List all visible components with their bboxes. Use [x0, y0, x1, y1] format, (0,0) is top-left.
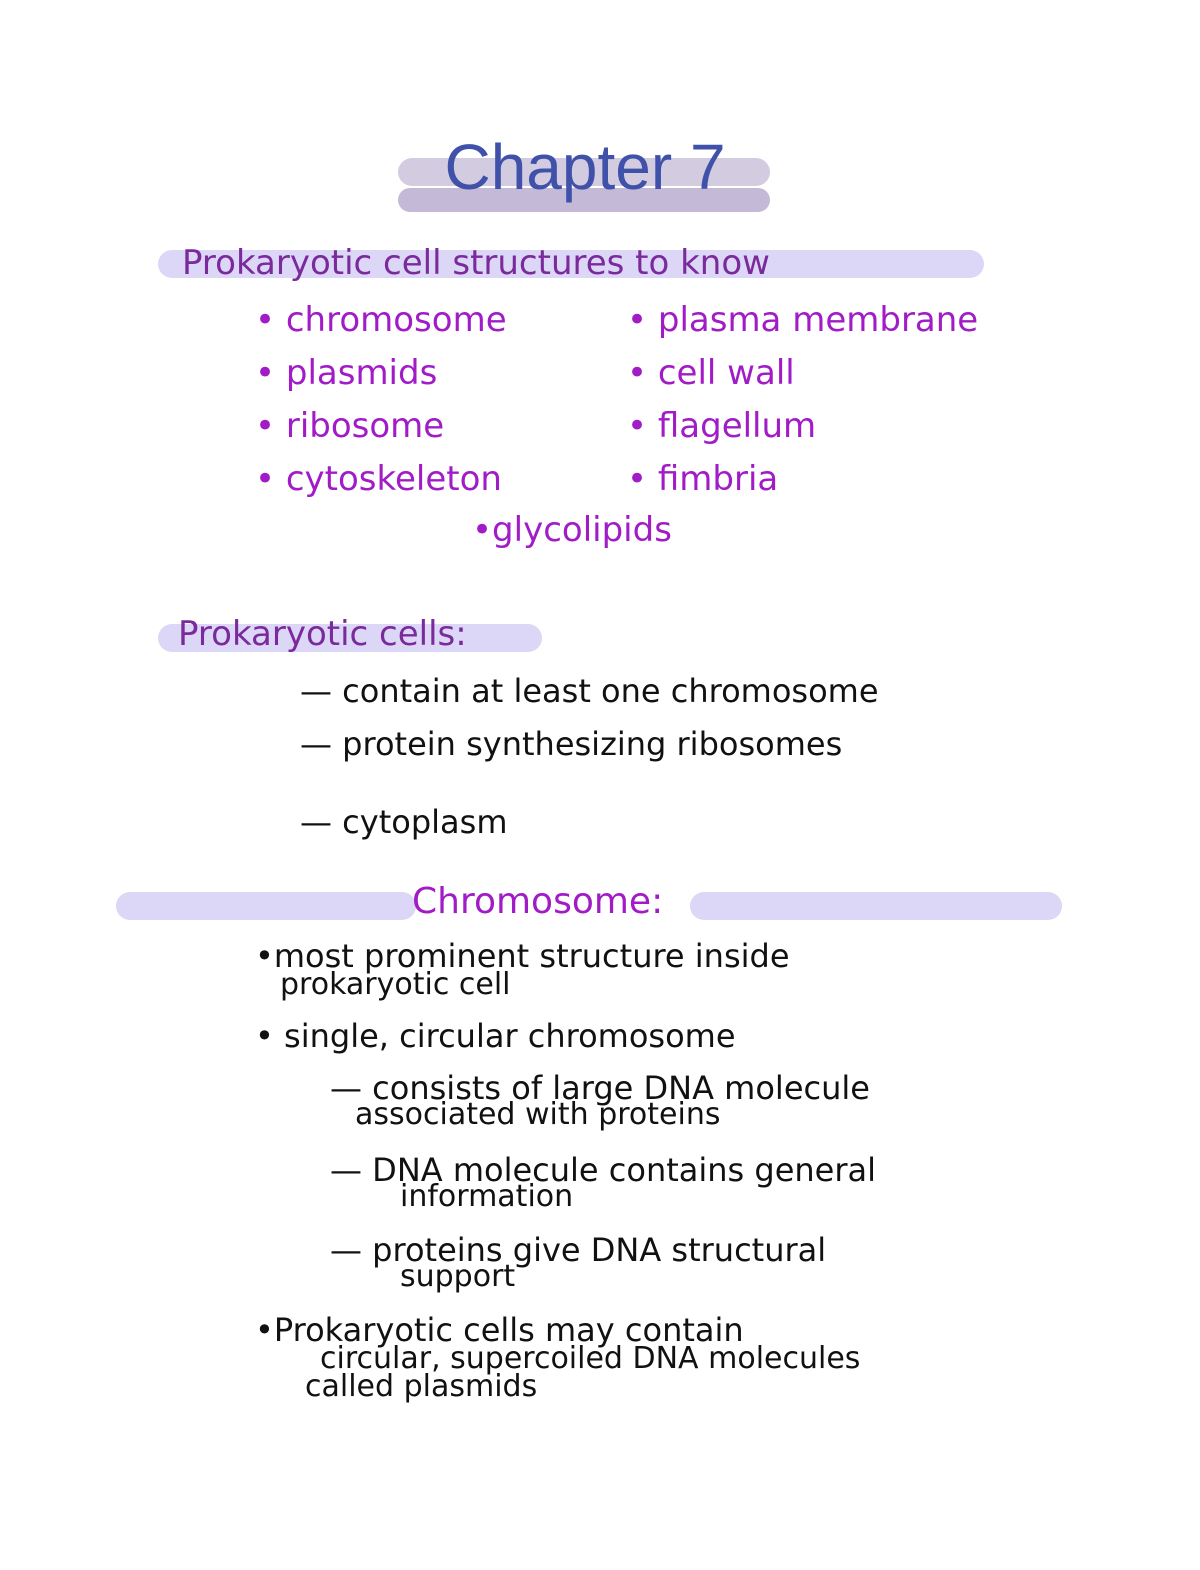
section3-heading-highlight-left: [116, 892, 416, 920]
prokaryotic-feature-3: — cytoplasm: [300, 803, 508, 841]
chromosome-sub-1-line-2: associated with proteins: [355, 1097, 721, 1132]
chromosome-sub-2-line-1: — DNA molecule contains general: [330, 1151, 877, 1189]
structure-item-left-3: • ribosome: [255, 406, 445, 446]
section3-heading-highlight-right: [690, 892, 1062, 920]
chromosome-sub-1-line-1: — consists of large DNA molecule: [330, 1069, 870, 1107]
chromosome-bullet-3-line-1: •Prokaryotic cells may contain: [255, 1311, 744, 1349]
structure-item-right-3: • flagellum: [627, 406, 817, 446]
chromosome-sub-3-line-1: — proteins give DNA structural: [330, 1231, 827, 1269]
structure-item-right-1: • plasma membrane: [627, 300, 979, 340]
chromosome-bullet-2: • single, circular chromosome: [255, 1017, 736, 1055]
structure-item-right-2: • cell wall: [627, 353, 795, 393]
chromosome-bullet-1-line-1: •most prominent structure inside: [255, 937, 790, 975]
section2-heading: Prokaryotic cells:: [178, 614, 467, 654]
structure-item-left-4: • cytoskeleton: [255, 459, 502, 499]
chromosome-bullet-1-line-2: prokaryotic cell: [280, 967, 511, 1002]
structure-item-left-1: • chromosome: [255, 300, 507, 340]
prokaryotic-feature-2: — protein synthesizing ribosomes: [300, 725, 843, 763]
chromosome-bullet-3-line-2: circular, supercoiled DNA molecules: [320, 1341, 861, 1376]
prokaryotic-feature-1: — contain at least one chromosome: [300, 672, 879, 710]
chromosome-sub-3-line-2: support: [400, 1259, 516, 1294]
structure-item-right-4: • fimbria: [627, 459, 779, 499]
chromosome-bullet-3-line-3: called plasmids: [305, 1369, 538, 1404]
structure-item-left-2: • plasmids: [255, 353, 438, 393]
section3-heading: Chromosome:: [412, 881, 664, 922]
structure-item-center: •glycolipids: [472, 510, 672, 550]
section1-heading: Prokaryotic cell structures to know: [182, 243, 770, 283]
chromosome-sub-2-line-2: information: [400, 1179, 574, 1214]
page-title: Chapter 7: [444, 131, 726, 203]
